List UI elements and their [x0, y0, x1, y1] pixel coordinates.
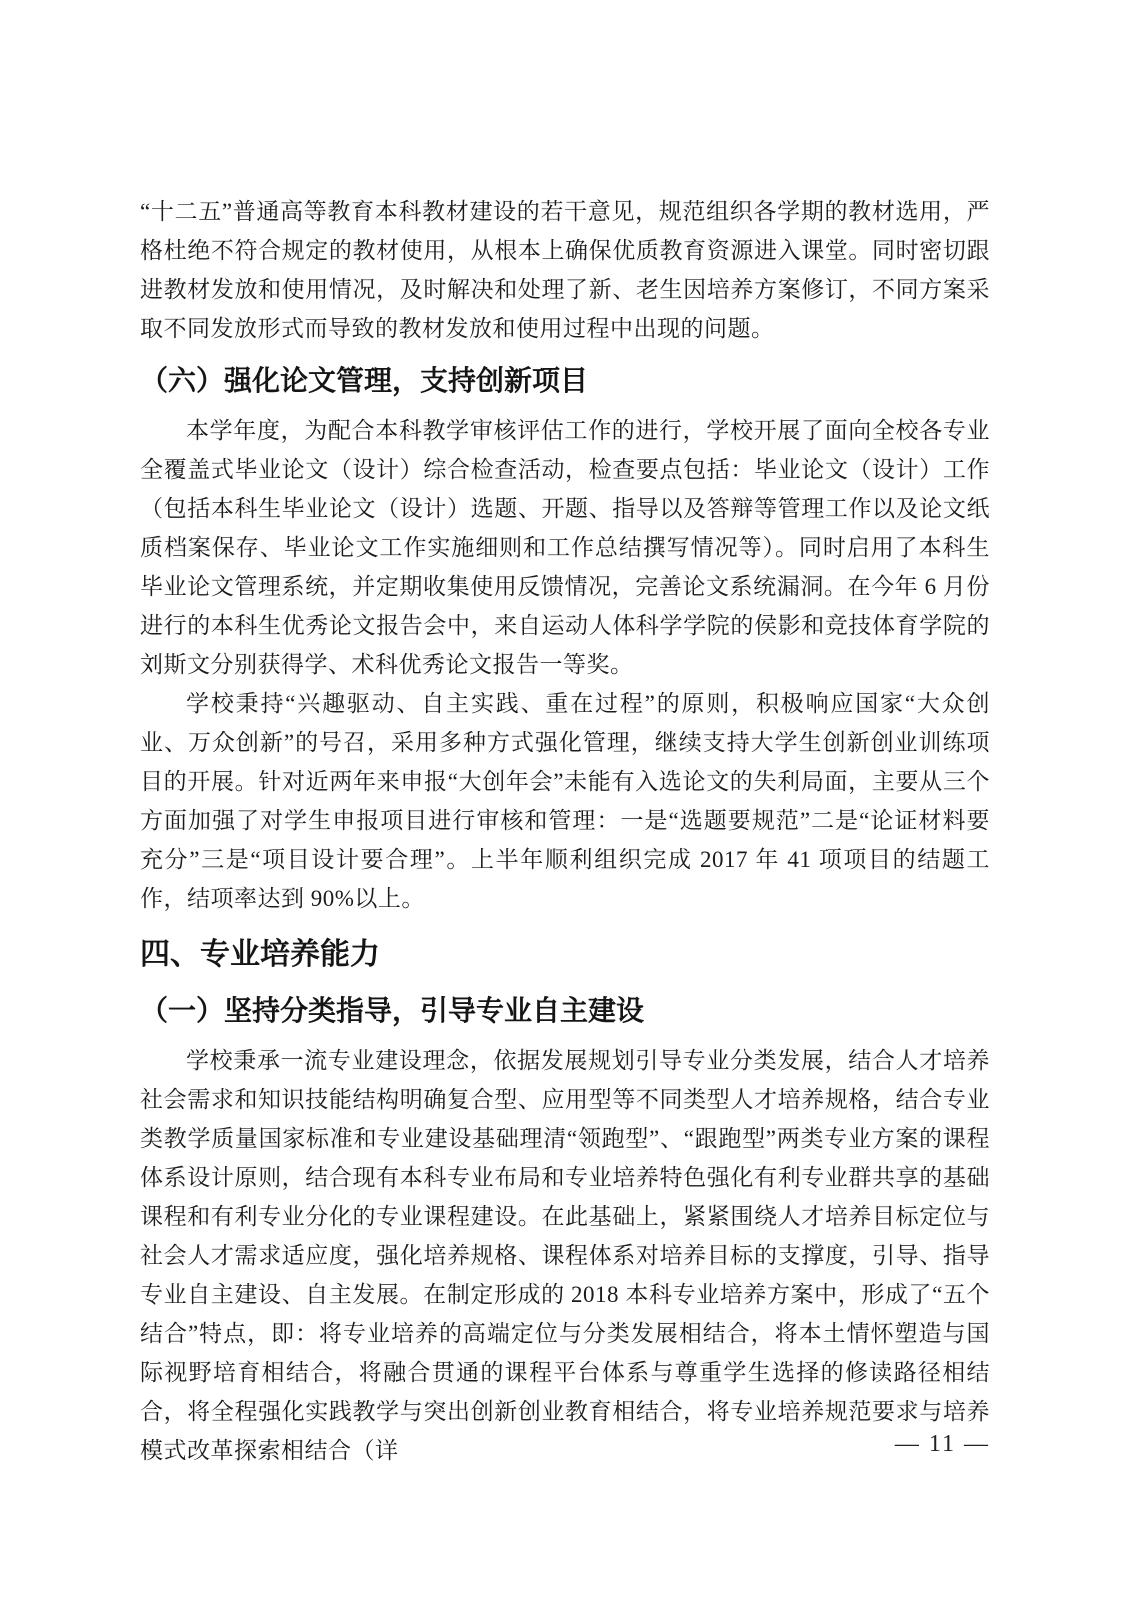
paragraph-textbook-management-continuation: “十二五”普通高等教育本科教材建设的若干意见，规范组织各学期的教材选用，严格杜绝不符合规定的教材使用，从根本上确保优质教育资源进入课堂。同时密切跟进教材发放和使用情况，及时解决和处理了新、老生因培养方案修订，不同方案采取不同发放形式而导致的教材发放和使用过程中出现的问题。: [140, 199, 990, 341]
paragraph-innovation-entrepreneurship: 学校秉持“兴趣驱动、自主实践、重在过程”的原则，积极响应国家“大众创业、万众创新”的号召，采用多种方式强化管理，继续支持大学生创新创业训练项目的开展。针对近两年来申报“大创年会”未能有入选论文的失利局面，主要从三个方面加强了对学生申报项目进行审核和管理：一是“选题要规范”二是“论证材料要充分”三是“项目设计要合理”。上半年顺利组织完成 2017 年 41 项项目的结题工作，结项率达到 90%以上。: [140, 691, 990, 911]
page-footer: [895, 1428, 990, 1460]
page-number: — 11 —: [894, 1431, 990, 1457]
paragraph-thesis-inspection: 本学年度，为配合本科教学审核评估工作的进行，学校开展了面向全校各专业全覆盖式毕业论文（设计）综合检查活动，检查要点包括：毕业论文（设计）工作（包括本科生毕业论文（设计）选题、开题、指导以及答辩等管理工作以及论文纸质档案保存、毕业论文工作实施细则和工作总结撰写情况等）。同时启用了本科生毕业论文管理系统，并定期收集使用反馈情况，完善论文系统漏洞。在今年 6 月份进行的本科生优秀论文报告会中，来自运动人体科学学院的侯影和竞技体育学院的刘斯文分别获得学、术科优秀论文报告一等奖。: [140, 418, 990, 677]
paragraph-specialty-classification: 学校秉承一流专业建设理念，依据发展规划引导专业分类发展，结合人才培养社会需求和知识技能结构明确复合型、应用型等不同类型人才培养规格，结合专业类教学质量国家标准和专业建设基础理清“领跑型”、“跟跑型”两类专业方案的课程体系设计原则，结合现有本科专业布局和专业培养特色强化有利专业群共享的基础课程和有利专业分化的专业课程建设。在此基础上，紧紧围绕人才培养目标定位与社会人才需求适应度，强化培养规格、课程体系对培养目标的支撑度，引导、指导专业自主建设、自主发展。在制定形成的 2018 本科专业培养方案中，形成了“五个结合”特点，即：将专业培养的高端定位与分类发展相结合，将本土情怀塑造与国际视野培育相结合，将融合贯通的课程平台体系与尊重学生选择的修读路径相结合，将全程强化实践教学与突出创新创业教育相结合，将专业培养规范要求与培养模式改革探索相结合（详: [140, 1048, 990, 1463]
chapter-four-heading: 四、专业培养能力: [140, 938, 380, 971]
subsection-one-heading: （一）坚持分类指导，引导专业自主建设: [140, 995, 645, 1026]
section-six-heading: （六）强化论文管理，支持创新项目: [140, 365, 589, 396]
